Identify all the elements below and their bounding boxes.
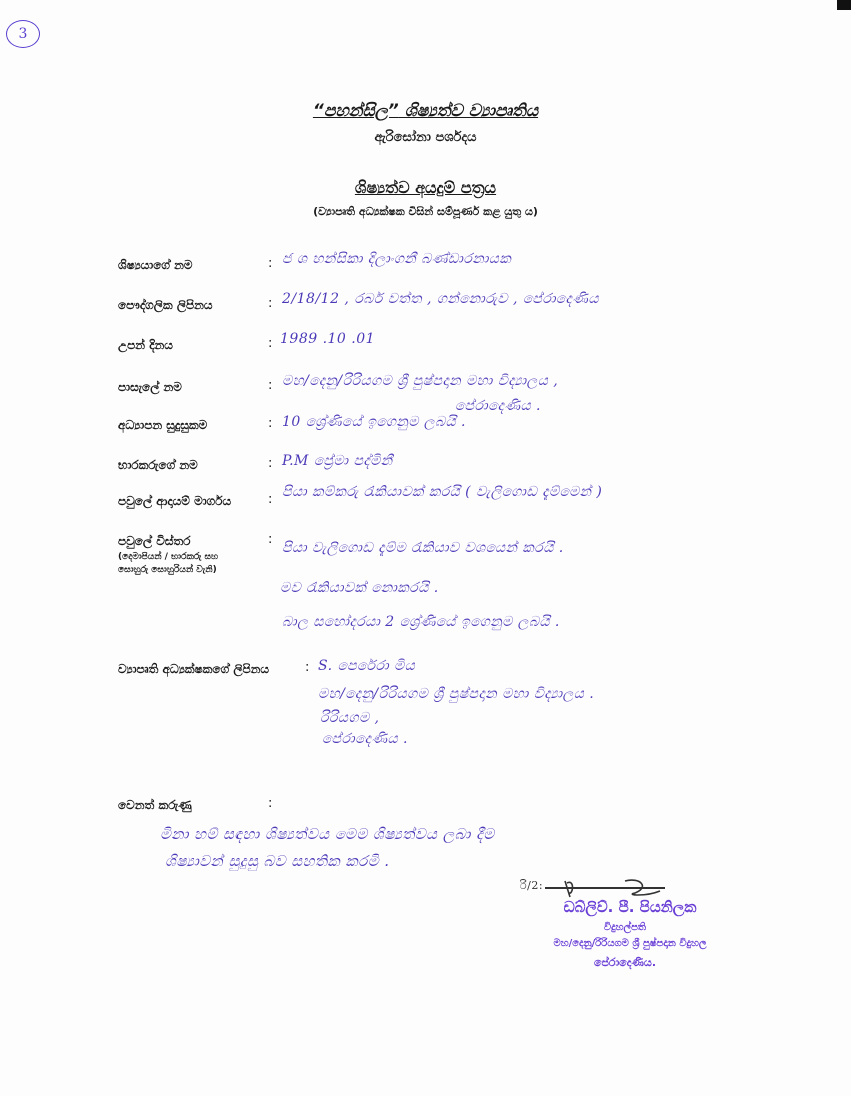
school-value-line1: මහ/දෙනු/රිරියගම ශ්‍රී පුෂ්පදාන මහා විද්‍යාලය , [282, 373, 559, 389]
form-note: (ව්‍යාපෘති අධ්‍යක්ෂක විසින් සම්පූර්ණ කළ යුතු ය) [313, 205, 538, 218]
student-name-label: ශිෂ්‍යයාගේ නම [118, 258, 193, 272]
project-subtitle: ඇරිසෝනා පර්ශදය [374, 130, 477, 145]
remarks-label: වෙනත් කරුණු [118, 798, 192, 812]
director-address-line-1: S. පෙරේරා මිය [318, 658, 416, 674]
form-title: ශිෂ්‍යත්ව අයදුම් පත්‍රය [354, 178, 497, 197]
family-sublabel-2: සොහුරු සොහුරියන් වැනි) [118, 565, 217, 575]
project-title-rest: ශිෂ්‍යත්ව ව්‍යාපෘතිය [398, 101, 539, 121]
signature-prefix: රි/2: [520, 879, 544, 892]
income-value: පියා කම්කරු රැකියාවක් කරයි ( වැලිගොඩ දැම්මෙන් ) [282, 484, 603, 500]
scan-corner-mark [837, 0, 851, 10]
family-line-2: මව රැකියාවක් නොකරයි . [280, 580, 439, 596]
colon: : [268, 456, 273, 471]
director-address-line-4: පේරාදෙණිය . [322, 731, 409, 747]
stamp-town: පේරාදෙණිය. [593, 956, 657, 969]
dob-label: උපන් දිනය [118, 338, 173, 352]
family-line-1: පියා වැලිගොඩ දැම්ම රැකියාව වශයෙන් කරයි . [282, 540, 564, 556]
colon: : [268, 296, 273, 311]
family-label: පවුලේ විස්තර [118, 534, 191, 548]
family-line-3: බාල සහෝදරයා 2 ශ්‍රේණියේ ඉගෙනුම ලබයි . [282, 614, 560, 630]
colon: : [268, 492, 273, 507]
qualification-value: 10 ශ්‍රේණියේ ඉගෙනුම ලබයි . [282, 414, 466, 430]
colon: : [268, 532, 273, 547]
project-name: “පහන්සිල” [312, 101, 399, 121]
qualification-label: අධ්‍යාපන සුදුසුකම [118, 418, 208, 432]
dob-value: 1989 .10 .01 [280, 331, 376, 347]
student-name-value: ජ ශ හන්සිකා දිලාංගනී බණ්ඩාරනායක [282, 251, 512, 267]
school-label: පාසැලේ නම [118, 380, 182, 394]
colon: : [268, 416, 273, 431]
address-label: පෞද්ගලික ලිපිනය [118, 298, 213, 312]
remarks-line-2: ශිෂ්‍යාවන් සුදුසු බව සහතික කරමි . [165, 852, 390, 870]
page-number: 3 [6, 20, 40, 48]
colon: : [268, 378, 273, 393]
remarks-line-1: මිනා හම් සඳහා ශිෂ්‍යත්වය මෙම ශිෂ්‍යත්වය ලබා දීම [160, 825, 495, 843]
colon: : [268, 256, 273, 271]
director-address-line-2: මහ/දෙනු/රිරියගම ශ්‍රී පුෂ්පදාන මහා විද්‍යාලය . [318, 686, 595, 702]
colon: : [305, 660, 310, 675]
signature-line [545, 887, 665, 889]
colon: : [268, 336, 273, 351]
address-value: 2/18/12 , රබර් වත්ත , ගන්නොරුව , පේරාදෙණිය [282, 291, 599, 307]
director-address-label: ව්‍යාපෘති අධ්‍යක්ෂකගේ ලිපිනය [118, 662, 269, 676]
school-value-line2: පේරාදෙණිය . [455, 398, 542, 414]
director-address-line-3: රිරියගම , [320, 710, 380, 726]
guardian-label: භාරකරුගේ නම [118, 458, 198, 472]
stamp-name: ඩබ්ලිව්. පී. පියනිලක [563, 898, 697, 916]
project-title [0, 101, 851, 121]
family-sublabel-1: (දෙමාපියන් / භාරකරු සහ [118, 552, 219, 562]
stamp-title: විදුහල්පති [603, 922, 647, 933]
guardian-value: P.M ප්‍රේමා පද්මිනී [282, 453, 393, 469]
stamp-school: මහ/දෙනු/රිරියගම ශ්‍රී පුෂ්පදාන විදුහල [553, 938, 707, 949]
colon: : [268, 796, 273, 811]
income-label: පවුලේ ආදායම් මාර්ගය [118, 494, 232, 508]
